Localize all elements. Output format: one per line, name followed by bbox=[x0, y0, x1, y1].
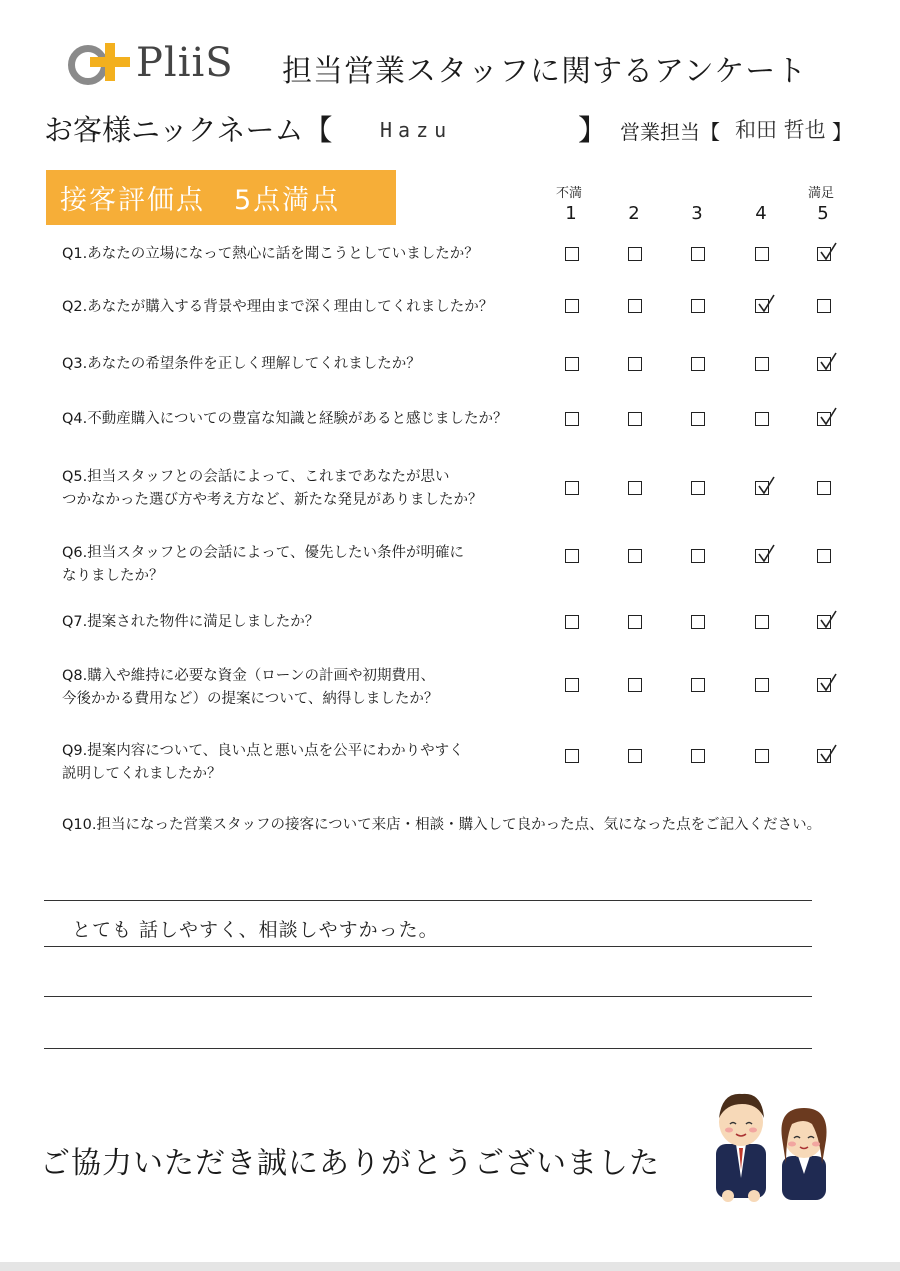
rating-checkbox-q1-5[interactable] bbox=[817, 247, 831, 261]
question-5: Q5.担当スタッフとの会話によって、これまであなたが思い つかなかった選び方や考え方など、新たな発見がありましたか？ bbox=[62, 469, 483, 508]
company-logo bbox=[68, 40, 234, 86]
scale-number-5: 5 bbox=[817, 203, 829, 224]
rating-checkbox-q9-2[interactable] bbox=[628, 749, 642, 763]
question-6: Q6.担当スタッフとの会話によって、優先したい条件が明確に なりましたか？ bbox=[62, 545, 464, 584]
q10-answer: とても 話しやすく、相談しやすかった。 bbox=[72, 919, 439, 941]
rating-checkbox-q7-1[interactable] bbox=[565, 615, 579, 629]
question-2: Q2.あなたが購入する背景や理由まで深く理由してくれましたか？ bbox=[62, 299, 494, 315]
checkmark-icon bbox=[819, 610, 837, 630]
rating-checkbox-q9-4[interactable] bbox=[755, 749, 769, 763]
checkmark-icon bbox=[757, 476, 775, 496]
rating-checkbox-q8-2[interactable] bbox=[628, 678, 642, 692]
question-8: Q8.購入や維持に必要な資金（ローンの計画や初期費用、 今後かかる費用など）の提案について、納得しましたか？ bbox=[62, 668, 439, 707]
representative-name: 和田 哲也 bbox=[735, 118, 826, 142]
rating-checkbox-q4-1[interactable] bbox=[565, 412, 579, 426]
rating-checkbox-q1-3[interactable] bbox=[691, 247, 705, 261]
customer-nickname-value: Hazu bbox=[380, 118, 453, 142]
rating-checkbox-q8-4[interactable] bbox=[755, 678, 769, 692]
male-staff-icon bbox=[716, 1094, 766, 1202]
answer-line-3 bbox=[44, 996, 812, 997]
rating-checkbox-q1-4[interactable] bbox=[755, 247, 769, 261]
rating-checkbox-q6-2[interactable] bbox=[628, 549, 642, 563]
checkmark-icon bbox=[819, 744, 837, 764]
rating-checkbox-q9-3[interactable] bbox=[691, 749, 705, 763]
female-staff-icon bbox=[781, 1108, 826, 1200]
rating-checkbox-q5-5[interactable] bbox=[817, 481, 831, 495]
question-10: Q10.担当になった営業スタッフの接客について来店・相談・購入して良かった点、気になった点をご記入ください。 bbox=[62, 817, 822, 833]
scale-number-3: 3 bbox=[691, 203, 703, 224]
rating-checkbox-q7-3[interactable] bbox=[691, 615, 705, 629]
rating-checkbox-q5-1[interactable] bbox=[565, 481, 579, 495]
scale-low-label: 不満 bbox=[556, 186, 583, 201]
rating-checkbox-q9-1[interactable] bbox=[565, 749, 579, 763]
rating-checkbox-q5-4[interactable] bbox=[755, 481, 769, 495]
answer-line-2 bbox=[44, 946, 812, 947]
answer-line-1 bbox=[44, 900, 812, 901]
rating-checkbox-q3-4[interactable] bbox=[755, 357, 769, 371]
rating-checkbox-q6-1[interactable] bbox=[565, 549, 579, 563]
rating-checkbox-q7-2[interactable] bbox=[628, 615, 642, 629]
rating-checkbox-q2-1[interactable] bbox=[565, 299, 579, 313]
checkmark-icon bbox=[819, 242, 837, 262]
answer-line-4 bbox=[44, 1048, 812, 1049]
checkmark-icon bbox=[757, 544, 775, 564]
section-banner: 接客評価点 5点満点 bbox=[46, 170, 396, 225]
rating-checkbox-q3-2[interactable] bbox=[628, 357, 642, 371]
rating-checkbox-q6-4[interactable] bbox=[755, 549, 769, 563]
checkmark-icon bbox=[819, 352, 837, 372]
rating-checkbox-q5-3[interactable] bbox=[691, 481, 705, 495]
rating-checkbox-q1-2[interactable] bbox=[628, 247, 642, 261]
rating-checkbox-q7-4[interactable] bbox=[755, 615, 769, 629]
staff-illustration bbox=[712, 1078, 832, 1208]
rating-checkbox-q7-5[interactable] bbox=[817, 615, 831, 629]
rating-checkbox-q4-2[interactable] bbox=[628, 412, 642, 426]
rating-checkbox-q3-3[interactable] bbox=[691, 357, 705, 371]
customer-nickname-label: お客様ニックネーム【 bbox=[44, 113, 333, 147]
customer-nickname-close: 】 bbox=[578, 113, 608, 147]
question-3: Q3.あなたの希望条件を正しく理解してくれましたか？ bbox=[62, 356, 421, 372]
rating-checkbox-q8-1[interactable] bbox=[565, 678, 579, 692]
logo-mark-icon bbox=[68, 41, 130, 85]
rating-checkbox-q5-2[interactable] bbox=[628, 481, 642, 495]
scale-number-2: 2 bbox=[628, 203, 640, 224]
checkmark-icon bbox=[819, 673, 837, 693]
question-1: Q1.あなたの立場になって熱心に話を聞こうとしていましたか？ bbox=[62, 246, 479, 262]
rating-checkbox-q3-1[interactable] bbox=[565, 357, 579, 371]
page-bottom-edge bbox=[0, 1262, 900, 1271]
rating-checkbox-q2-2[interactable] bbox=[628, 299, 642, 313]
rating-checkbox-q6-5[interactable] bbox=[817, 549, 831, 563]
rating-checkbox-q2-3[interactable] bbox=[691, 299, 705, 313]
question-9: Q9.提案内容について、良い点と悪い点を公平にわかりやすく 説明してくれましたか？ bbox=[62, 743, 464, 782]
rating-checkbox-q3-5[interactable] bbox=[817, 357, 831, 371]
rating-checkbox-q4-5[interactable] bbox=[817, 412, 831, 426]
question-7: Q7.提案された物件に満足しましたか？ bbox=[62, 614, 320, 630]
logo-text: PliiS bbox=[136, 40, 234, 86]
rating-checkbox-q2-5[interactable] bbox=[817, 299, 831, 313]
rating-checkbox-q6-3[interactable] bbox=[691, 549, 705, 563]
rating-checkbox-q8-5[interactable] bbox=[817, 678, 831, 692]
rating-checkbox-q9-5[interactable] bbox=[817, 749, 831, 763]
checkmark-icon bbox=[757, 294, 775, 314]
rating-checkbox-q8-3[interactable] bbox=[691, 678, 705, 692]
thank-you-message: ご協力いただき誠にありがとうございました bbox=[40, 1146, 660, 1181]
question-4: Q4.不動産購入についての豊富な知識と経験があると感じましたか？ bbox=[62, 411, 508, 427]
representative-close: 】 bbox=[832, 120, 852, 144]
scale-number-4: 4 bbox=[755, 203, 767, 224]
rating-checkbox-q1-1[interactable] bbox=[565, 247, 579, 261]
checkmark-icon bbox=[819, 407, 837, 427]
rating-checkbox-q2-4[interactable] bbox=[755, 299, 769, 313]
rating-checkbox-q4-3[interactable] bbox=[691, 412, 705, 426]
page-title: 担当営業スタッフに関するアンケート bbox=[282, 54, 808, 89]
scale-number-1: 1 bbox=[565, 203, 577, 224]
rating-checkbox-q4-4[interactable] bbox=[755, 412, 769, 426]
representative-label: 営業担当【 bbox=[620, 120, 720, 144]
scale-high-label: 満足 bbox=[808, 186, 835, 201]
